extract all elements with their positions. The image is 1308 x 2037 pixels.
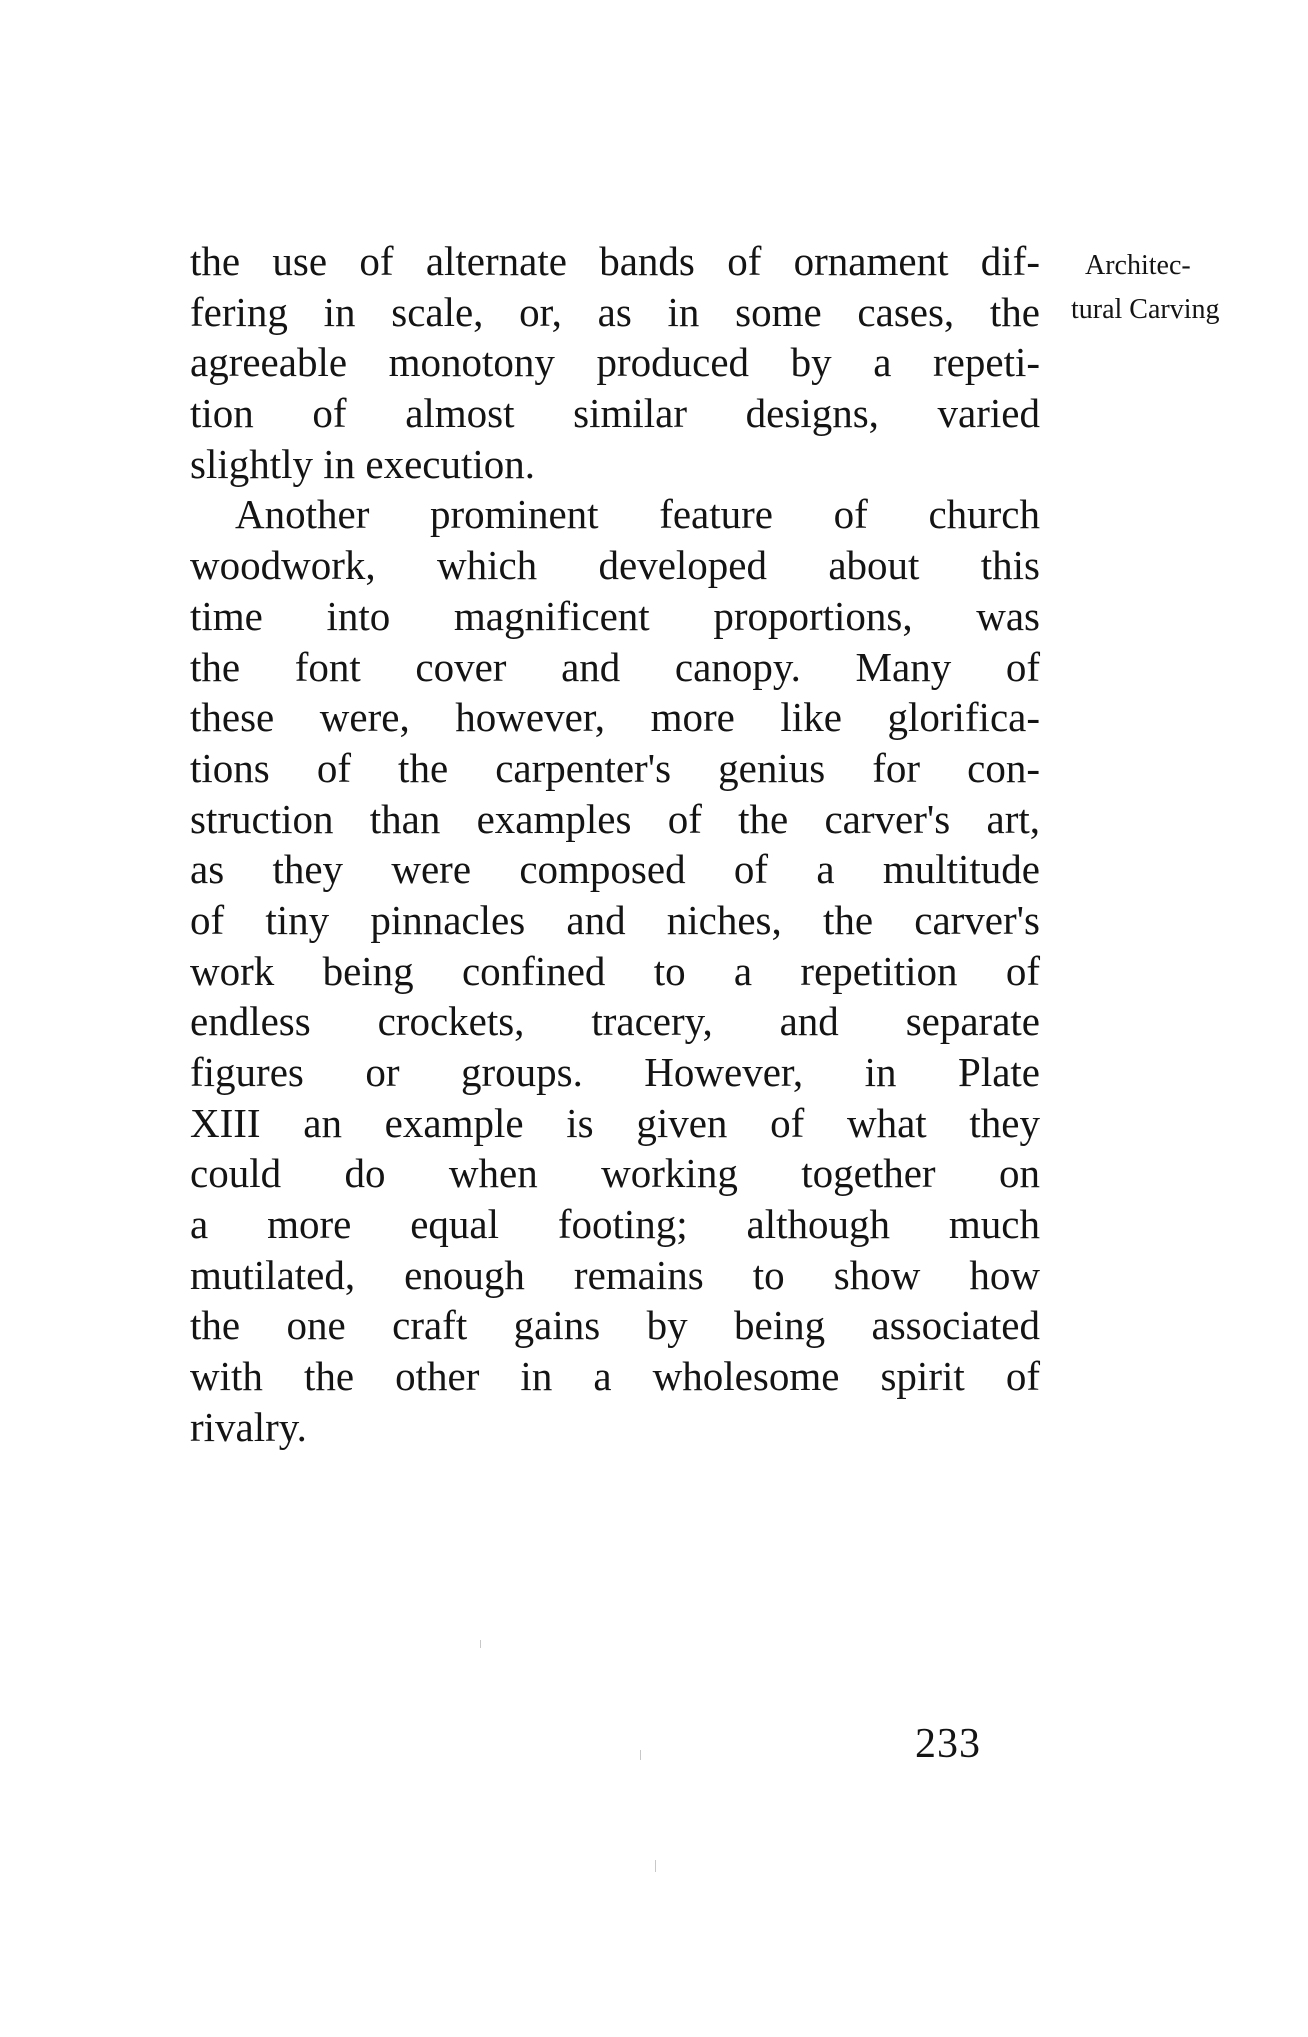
text-line: the use of alternate bands of ornament dif- [190, 238, 1040, 284]
text-line: mutilated, enough remains to show how [190, 1251, 1040, 1298]
text-line: as they were composed of a multitude [190, 846, 1040, 893]
text-line: endless crockets, tracery, and separate [190, 998, 1040, 1045]
text-line: of tiny pinnacles and niches, the carver's [190, 896, 1040, 943]
text-line: the one craft gains by being associated [190, 1302, 1040, 1349]
text-line: tion of almost similar designs, varied [190, 390, 1040, 437]
text-line: agreeable monotony produced by a repeti- [190, 339, 1040, 386]
text-line: time into magnificent proportions, was [190, 592, 1040, 639]
text-line: could do when working together on [190, 1150, 1040, 1197]
text-line: slightly in execution. [190, 440, 536, 487]
scan-speck [655, 1860, 656, 1872]
margin-note-line-1: Architec- [1085, 250, 1191, 281]
text-line: woodwork, which developed about this [190, 542, 1040, 589]
text-line: fering in scale, or, as in some cases, the [190, 288, 1040, 335]
text-line: work being confined to a repetition of [190, 947, 1040, 994]
page-number: 233 [915, 1721, 981, 1767]
margin-note [1071, 244, 1271, 332]
scan-speck [480, 1640, 481, 1648]
margin-note-line-2: tural Carving [1071, 294, 1220, 325]
body-text [190, 236, 1040, 1453]
text-line: these were, however, more like glorifica- [190, 694, 1040, 741]
text-line: tions of the carpenter's genius for con- [190, 744, 1040, 791]
text-line: XIII an example is given of what they [190, 1099, 1040, 1146]
text-line: a more equal footing; although much [190, 1201, 1040, 1248]
scan-speck [640, 1750, 641, 1760]
text-line: Another prominent feature of church [235, 491, 1040, 538]
text-line: with the other in a wholesome spirit of [190, 1353, 1040, 1400]
text-line: the font cover and canopy. Many of [190, 643, 1040, 690]
text-line: figures or groups. However, in Plate [190, 1049, 1040, 1095]
text-line: rivalry. [190, 1403, 307, 1450]
text-line: struction than examples of the carver's art, [190, 795, 1040, 842]
